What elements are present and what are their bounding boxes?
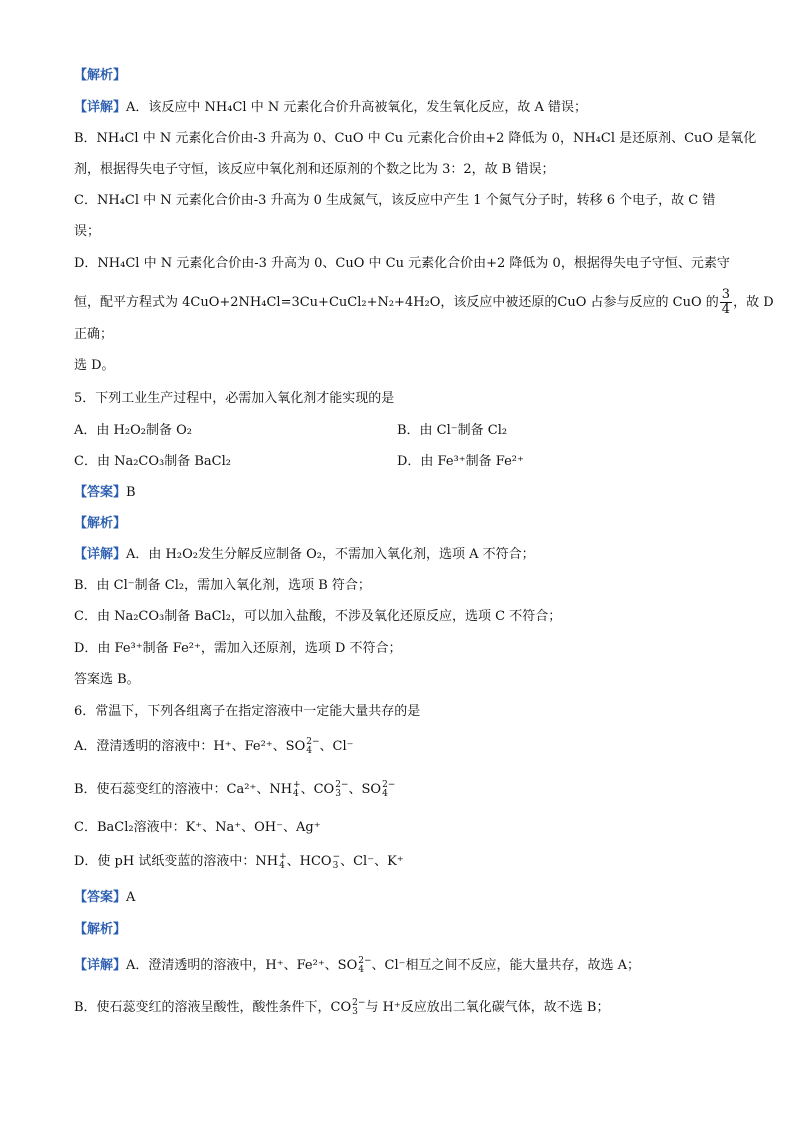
q5-detail-a: 【详解】A．由 H₂O₂发生分解反应制备 O₂，不需加入氧化剂，选项 A 不符合；: [74, 547, 535, 562]
q4-detail-c2: 误；: [74, 224, 101, 239]
q5-detail-c: C．由 Na₂CO₃制备 BaCl₂，可以加入盐酸，不涉及氧化还原反应，选项 C 不符合；: [74, 609, 562, 624]
q4-detail-b2: 剂，根据得失电子守恒，该反应中氧化剂和还原剂的个数之比为 3：2，故 B 错误；: [74, 162, 555, 177]
q6-option-c: C．BaCl₂溶液中：K⁺、Na⁺、OH⁻、Ag⁺: [74, 820, 321, 835]
ion-so4: 2− 4: [358, 955, 372, 975]
q5-answer: 【答案】B: [74, 485, 136, 500]
fraction: $\frac{3}{4}$: [721, 287, 731, 317]
ion-so4: 2− 4: [306, 736, 320, 756]
q5-option-c: C．由 Na₂CO₃制备 BaCl₂: [74, 454, 231, 469]
q6-analysis-tag: 【解析】: [74, 922, 127, 937]
ion-hco3: − 3: [332, 851, 341, 871]
q6-detail-a: 【详解】A．澄清透明的溶液中，H⁺、Fe²⁺、SO 2− 4 、Cl⁻相互之间不反应，能大量共存，故选 A；: [74, 955, 641, 975]
ion-co3: 2− 3: [352, 997, 366, 1017]
ion-nh4: + 4: [293, 779, 301, 799]
q4-detail-c1: C．NH₄Cl 中 N 元素化合价由-3 升高为 0 生成氮气，该反应中产生 1 个氮气分子时，转移 6 个电子，故 C 错: [74, 193, 716, 208]
q5-option-b: B．由 Cl⁻制备 Cl₂: [397, 423, 508, 438]
q5-conclusion: 答案选 B。: [74, 672, 140, 687]
q6-option-b: B．使石蕊变红的溶液中：Ca²⁺、NH + 4 、CO 2− 3 、SO 2− 4: [74, 779, 396, 799]
q4-detail-d3: 正确；: [74, 327, 114, 342]
q6-option-d: D．使 pH 试纸变蓝的溶液中：NH + 4 、HCO − 3 、Cl⁻、K⁺: [74, 851, 404, 871]
q6-answer: 【答案】A: [74, 890, 136, 905]
q5-detail-b: B．由 Cl⁻制备 Cl₂，需加入氧化剂，选项 B 符合；: [74, 578, 371, 593]
q6-detail-b: B．使石蕊变红的溶液呈酸性，酸性条件下，CO 2− 3 与 H⁺反应放出二氧化碳气体，故不选 B；: [74, 997, 610, 1017]
q4-detail-d2: 恒，配平方程式为 4CuO+2NH₄Cl=3Cu+CuCl₂+N₂+4H₂O，该反应中被还原的CuO 占参与反应的 CuO 的 $\frac{3}{4}$ ，故 D: [74, 287, 774, 317]
q6-stem: 6．常温下，下列各组离子在指定溶液中一定能大量共存的是: [74, 704, 421, 719]
ion-so4: 2− 4: [382, 779, 396, 799]
q4-conclusion: 选 D。: [74, 358, 115, 373]
q5-option-d: D．由 Fe³⁺制备 Fe²⁺: [397, 454, 524, 469]
q4-detail-b1: B．NH₄Cl 中 N 元素化合价由-3 升高为 0、CuO 中 Cu 元素化合价由+2 降低为 0，NH₄Cl 是还原剂、CuO 是氧化: [74, 131, 757, 146]
q5-detail-d: D．由 Fe³⁺制备 Fe²⁺，需加入还原剂，选项 D 不符合；: [74, 641, 402, 656]
analysis-tag: 【解析】: [74, 68, 127, 83]
q5-option-a: A．由 H₂O₂制备 O₂: [74, 423, 192, 438]
q5-analysis-tag: 【解析】: [74, 516, 127, 531]
q6-option-a: A．澄清透明的溶液中：H⁺、Fe²⁺、SO 2− 4 、Cl⁻: [74, 736, 354, 756]
q4-detail-d1: D．NH₄Cl 中 N 元素化合价由-3 升高为 0、CuO 中 Cu 元素化合价由+2 降低为 0，根据得失电子守恒、元素守: [74, 256, 730, 271]
ion-nh4: + 4: [279, 851, 287, 871]
q4-detail-a: 【详解】A．该反应中 NH₄Cl 中 N 元素化合价升高被氧化，发生氧化反应，故 A 错误；: [74, 100, 587, 115]
ion-co3: 2− 3: [335, 779, 349, 799]
q5-stem: 5．下列工业生产过程中，必需加入氧化剂才能实现的是: [74, 391, 395, 406]
